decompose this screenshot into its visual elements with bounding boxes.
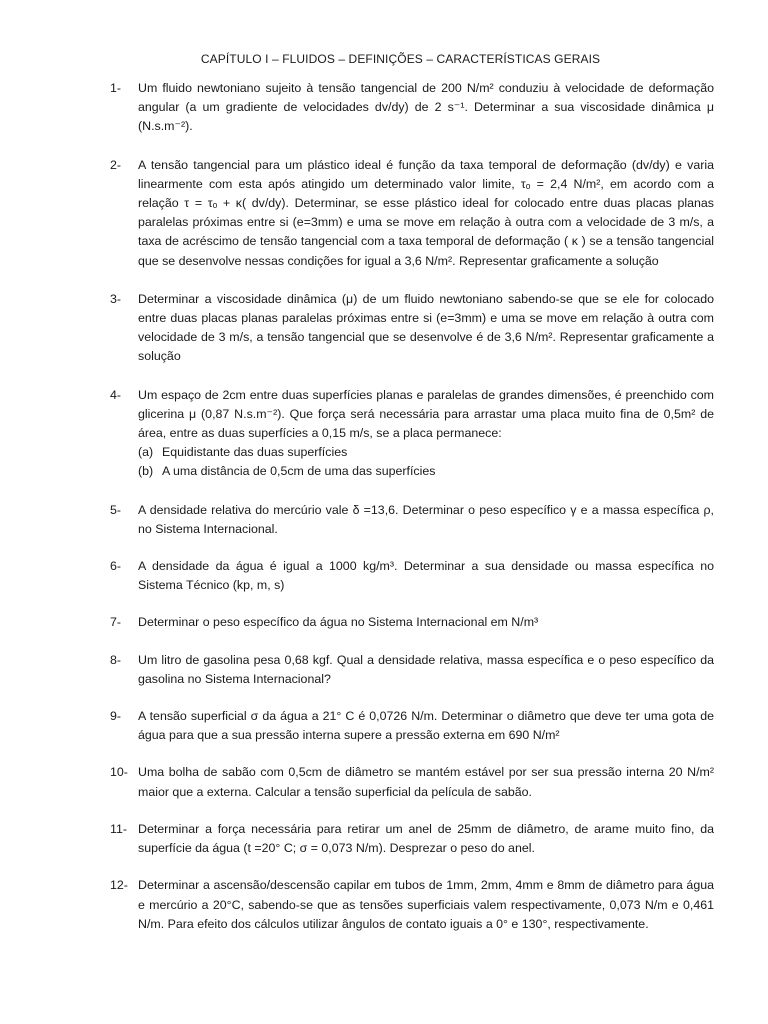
exercise-number: 1-: [110, 81, 122, 95]
exercise-text: Uma bolha de sabão com 0,5cm de diâmetro se mantém estável por ser sua pressão interna 20 N/m² maior que a externa. Calcular a tensão superficial da película de sabão.: [138, 765, 714, 799]
exercise-item: [112, 651, 714, 689]
exercise-number: 4-: [110, 387, 122, 402]
sub-question-text: Equidistante das duas superfícies: [162, 445, 348, 460]
exercise-number: 10-: [110, 765, 128, 780]
exercise-number: 9-: [110, 709, 122, 724]
sub-question: [138, 462, 714, 481]
exercise-number: 8-: [110, 652, 122, 667]
exercise-text: Determinar a força necessária para retirar um anel de 25mm de diâmetro, de arame muito fino, da superfície da água (t =20° C; σ = 0,073 N/m). Desprezar o peso do anel.: [138, 821, 714, 856]
exercise-item: [112, 290, 714, 367]
exercise-number: 11-: [110, 821, 127, 836]
exercise-number: 12-: [110, 878, 128, 893]
sub-question-list: [138, 443, 714, 481]
exercise-text: Determinar a ascensão/descensão capilar em tubos de 1mm, 2mm, 4mm e 8mm de diâmetro para água e mercúrio a 20°C, sabendo-se que as tensões superficiais valem respectivamente, 0,073 N/m e 0,461 N/m. Para efeito dos cálculos utilizar ângulos de contato iguais a 0° e 130°, respectivamente.: [138, 878, 714, 931]
exercise-number: 3-: [110, 291, 122, 306]
exercise-item: [112, 501, 714, 539]
exercise-text: Determinar o peso específico da água no Sistema Internacional em N/m³: [138, 615, 539, 630]
exercise-item: [112, 79, 714, 137]
exercise-text: Um espaço de 2cm entre duas superfícies planas e paralelas de grandes dimensões, é preenchido com glicerina μ (0,87 N.s.m⁻²). Que força será necessária para arrastar uma placa muito fina de 0,5m² de área, entre as duas superfícies a 0,15 m/s, se a placa permanece:: [138, 387, 714, 441]
exercise-text: Um litro de gasolina pesa 0,68 kgf. Qual a densidade relativa, massa específica e o peso específico da gasolina no Sistema Internacional?: [138, 652, 714, 686]
sub-question-label: (b): [138, 464, 154, 479]
exercise-text: A densidade da água é igual a 1000 kg/m³. Determinar a sua densidade ou massa específica no Sistema Técnico (kp, m, s): [138, 559, 714, 593]
exercise-item: [112, 763, 714, 801]
exercise-number: 6-: [110, 559, 122, 574]
exercise-item: [112, 876, 714, 934]
exercise-item: [112, 386, 714, 482]
exercise-text: A densidade relativa do mercúrio vale δ =13,6. Determinar o peso específico γ e a massa específica ρ, no Sistema Internacional.: [138, 502, 714, 536]
exercise-item: [112, 820, 714, 858]
exercise-number: 7-: [110, 615, 122, 630]
sub-question-text: A uma distância de 0,5cm de uma das superfícies: [162, 464, 436, 479]
exercise-number: 5-: [110, 502, 122, 517]
exercise-text: A tensão superficial σ da água a 21° C é 0,0726 N/m. Determinar o diâmetro que deve ter uma gota de água para que a sua pressão interna supere a pressão externa em 690 N/m²: [138, 709, 714, 743]
exercise-item: [112, 613, 714, 632]
sub-question-label: (a): [138, 445, 154, 460]
exercise-list: [112, 79, 714, 934]
exercise-item: [112, 707, 714, 745]
exercise-item: [112, 557, 714, 595]
exercise-number: 2-: [110, 157, 122, 172]
sub-question: [138, 443, 714, 462]
exercise-text: A tensão tangencial para um plástico ideal é função da taxa temporal de deformação (dv/dy) e varia linearmente com esta após atingido um determinado valor limite, τₒ = 2,4 N/m², em acordo com a relação τ = τₒ + κ( dv/dy). Determinar, se esse plástico ideal for colocado entre duas placas planas paralelas próximas entre si (e=3mm) e uma se move em relação à outra com a velocidade de 3 m/s, a taxa de acréscimo de tensão tangencial com a taxa temporal de deformação ( κ ) se a tensão tangencial que se desenvolve nessas condições for igual a 3,6 N/m². Representar graficamente a solução: [138, 157, 714, 268]
exercise-text: Um fluido newtoniano sujeito à tensão tangencial de 200 N/m² conduziu à velocidade de deformação angular (a um gradiente de velocidades dv/dy) de 2 s⁻¹. Determinar a sua viscosidade dinâmica μ (N.s.m⁻²).: [138, 81, 714, 134]
exercise-item: [112, 156, 714, 271]
exercise-text: Determinar a viscosidade dinâmica (μ) de um fluido newtoniano sabendo-se que se ele for colocado entre duas placas planas paralelas próximas entre si (e=3mm) e uma se move em relação à outra com velocidade de 3 m/s, a tensão tangencial que se desenvolve é de 3,6 N/m². Representar graficamente a solução: [138, 291, 714, 364]
page-title: CAPÍTULO I – FLUIDOS – DEFINIÇÕES – CARACTERÍSTICAS GERAIS: [200, 52, 601, 66]
